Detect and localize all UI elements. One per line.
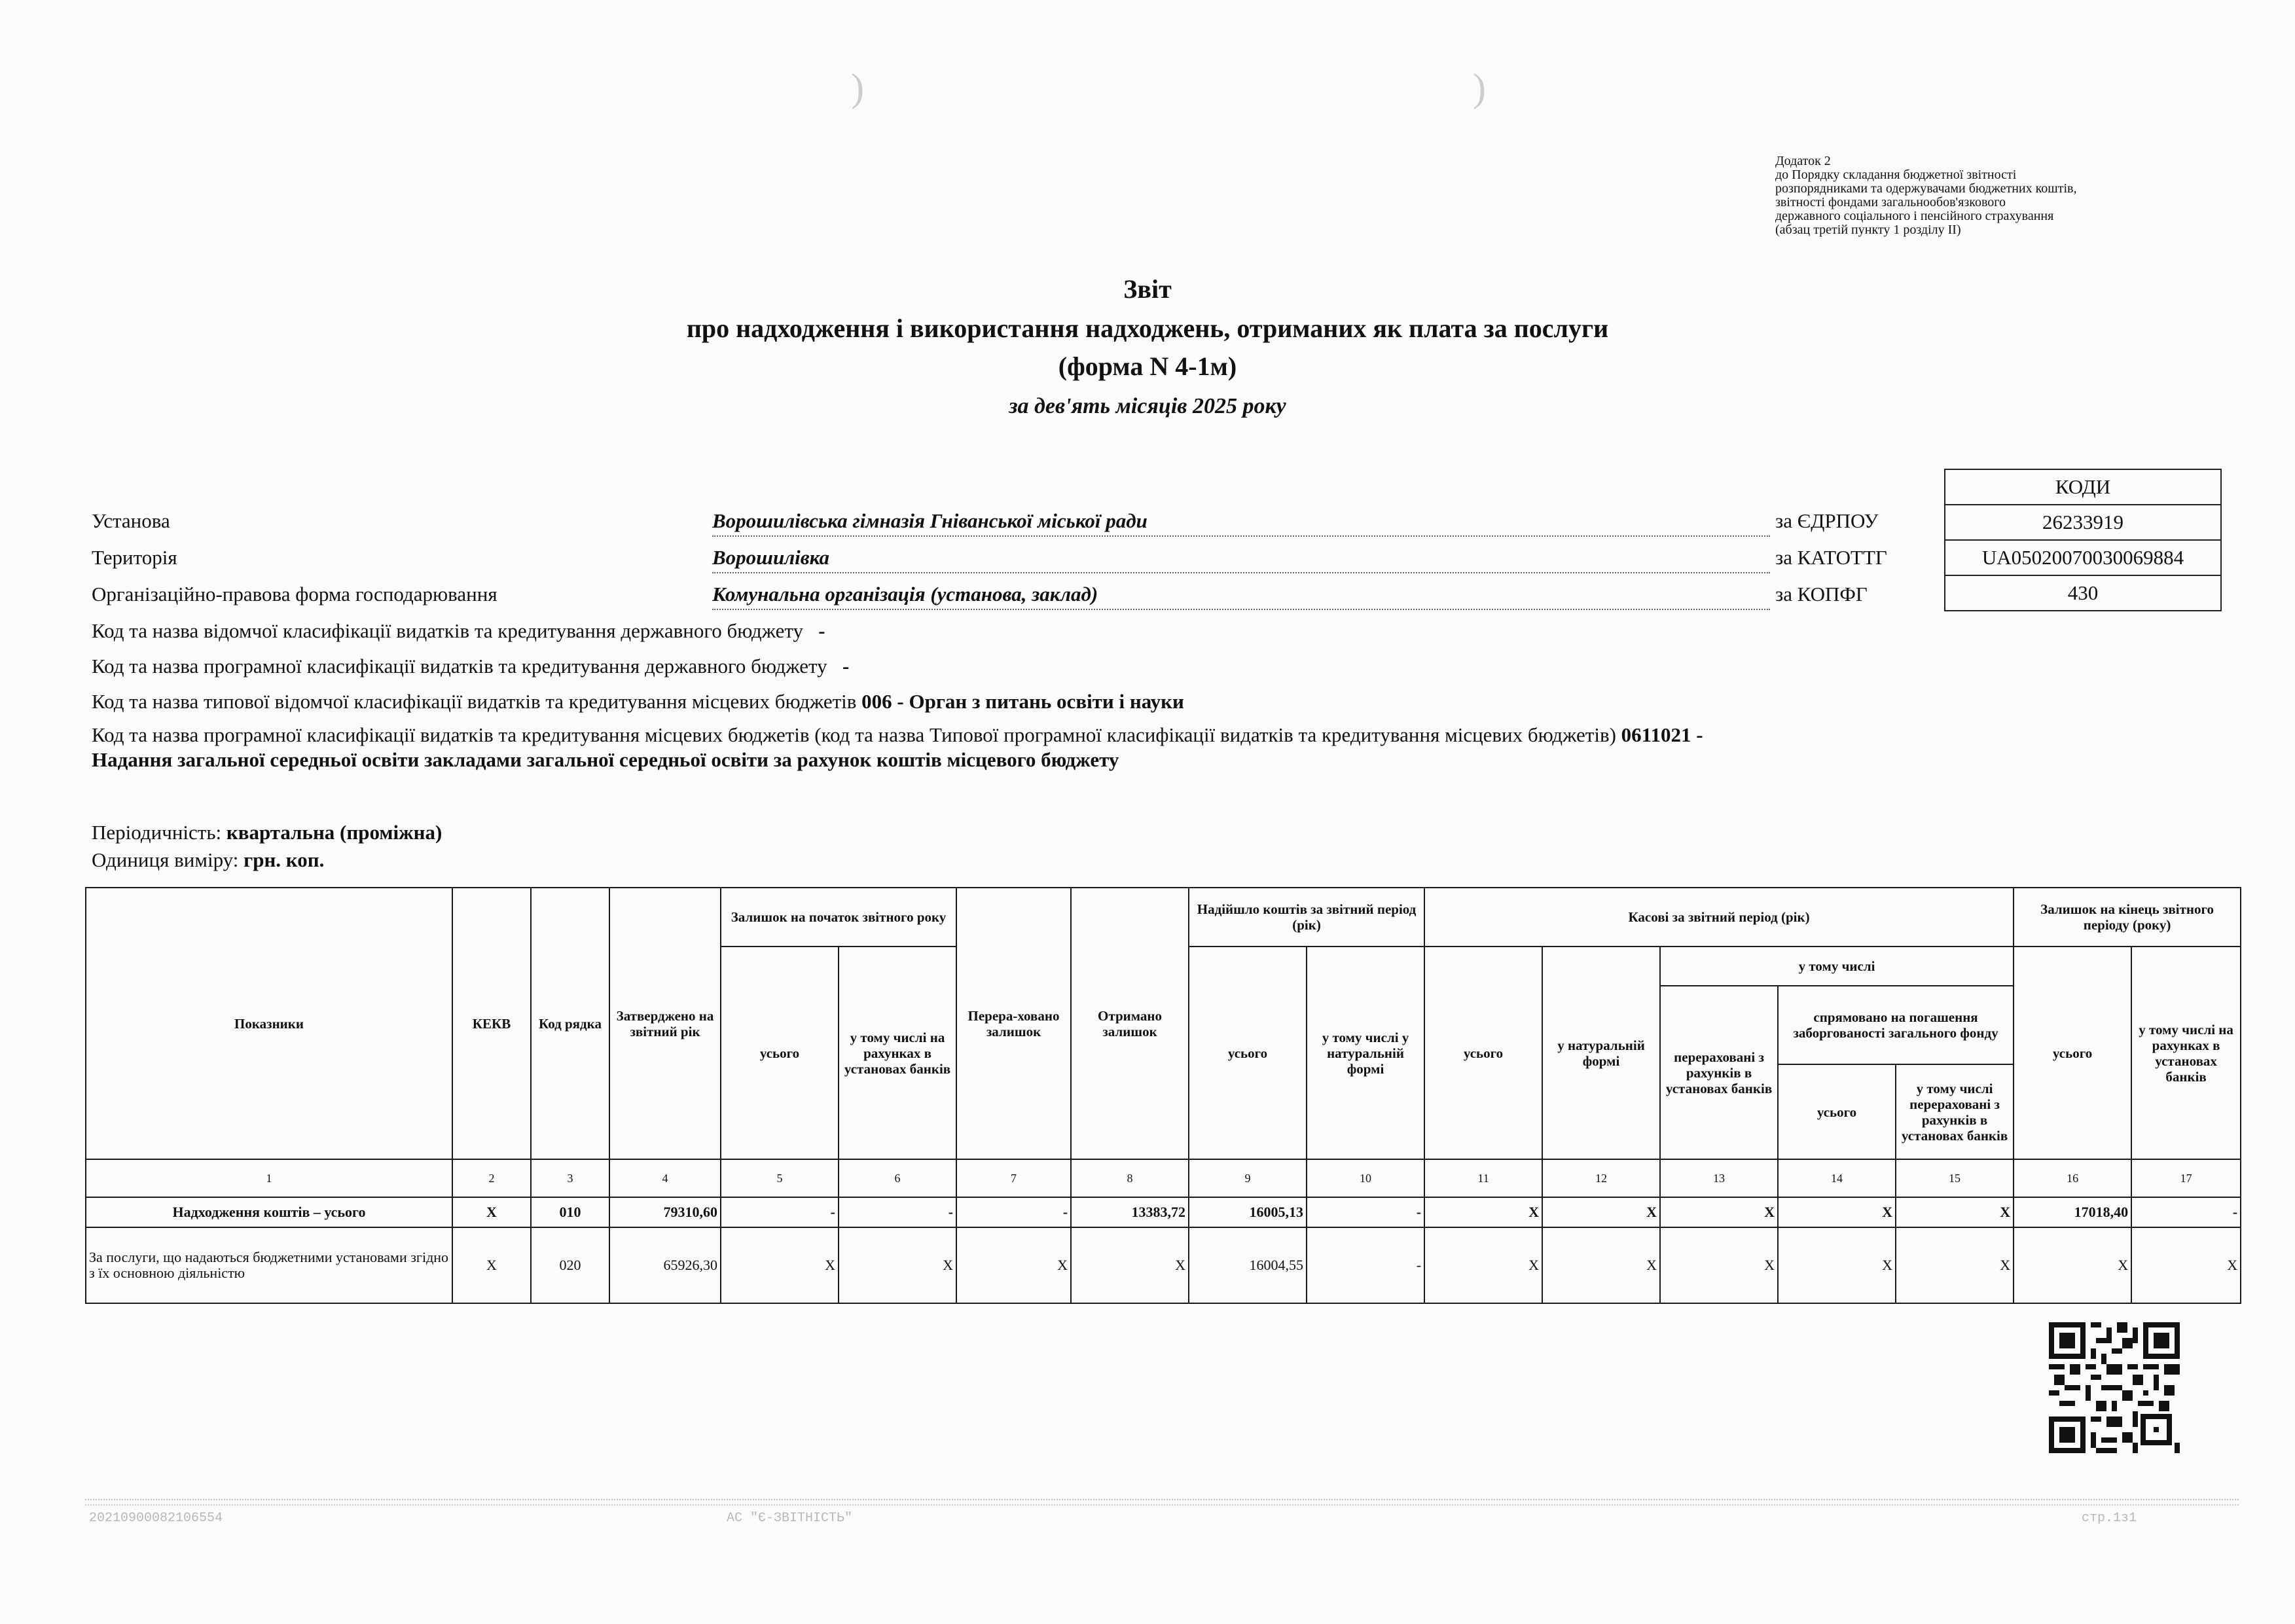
periodicity-label: Періодичність:	[92, 821, 222, 844]
annex-line: до Порядку складання бюджетної звітності	[1775, 168, 2017, 182]
report-form: (форма N 4-1м)	[1058, 352, 1237, 381]
edrpou-label: за ЄДРПОУ	[1775, 509, 1879, 532]
col-num: 7	[956, 1159, 1071, 1197]
col-num: 1	[86, 1159, 452, 1197]
row-indicator: За послуги, що надаються бюджетними установами згідно з їх основною діяльністю	[86, 1227, 452, 1303]
cell-transferred-from-bank: X	[1660, 1197, 1778, 1227]
th-balance-start: Залишок на початок звітного року	[721, 888, 956, 947]
th-received-balance: Отримано залишок	[1071, 888, 1189, 1159]
cell-received-total: 16005,13	[1189, 1197, 1307, 1227]
row-indicator: Надходження коштів – усього	[86, 1197, 452, 1227]
th-cash: Касові за звітний період (рік)	[1424, 888, 2014, 947]
cell-cash-in-kind: X	[1542, 1227, 1660, 1303]
kopfg-label: за КОПФГ	[1775, 583, 1868, 605]
periodicity-value: квартальна (проміжна)	[226, 821, 443, 844]
cell-received-balance: X	[1071, 1227, 1189, 1303]
th-balance-end: Залишок на кінець звітного періоду (року)	[2014, 888, 2241, 947]
th-balance-end-bank: у тому числі на рахунках в установах банків	[2131, 947, 2241, 1159]
annex-note	[1775, 154, 2233, 237]
org-form-value: Комунальна організація (установа, заклад)	[712, 583, 1770, 610]
cell-kekv: X	[452, 1197, 531, 1227]
cell-balance-end-bank: -	[2131, 1197, 2241, 1227]
code-kopfg: 430	[1945, 575, 2221, 611]
state-dept-value: -	[818, 619, 825, 642]
scan-mark: )	[1473, 66, 1486, 109]
institution-value: Ворошилівська гімназія Гніванської міської ради	[712, 509, 1770, 537]
col-num: 16	[2014, 1159, 2131, 1197]
cell-kekv: X	[452, 1227, 531, 1303]
col-num: 2	[452, 1159, 531, 1197]
scan-mark: )	[851, 66, 864, 109]
footer-page: стр.1з1	[2082, 1511, 2137, 1526]
col-num: 3	[531, 1159, 609, 1197]
code-katottg: UA05020070030069884	[1945, 540, 2221, 575]
th-cash-in-kind: у натуральній формі	[1542, 947, 1660, 1159]
col-num: 11	[1424, 1159, 1542, 1197]
th-kekv: КЕКВ	[452, 888, 531, 1159]
cell-cash-total: X	[1424, 1227, 1542, 1303]
th-transferred-balance: Перера-ховано залишок	[956, 888, 1071, 1159]
col-num: 15	[1896, 1159, 2014, 1197]
cell-debt-transferred-bank: X	[1896, 1197, 2014, 1227]
th-balance-start-total: усього	[721, 947, 839, 1159]
cell-balance-start-bank: -	[839, 1197, 956, 1227]
cell-received-in-kind: -	[1307, 1197, 1424, 1227]
cell-balance-end-total: 17018,40	[2014, 1197, 2131, 1227]
table-row-services	[86, 1227, 2241, 1303]
cell-transferred-balance: -	[956, 1197, 1071, 1227]
th-transferred-from-bank: перераховані з рахунків в установах банків	[1660, 986, 1778, 1159]
cell-debt-total: X	[1778, 1227, 1896, 1303]
annex-line: розпорядниками та одержувачами бюджетних коштів,	[1775, 181, 2077, 196]
cell-received-in-kind: -	[1307, 1227, 1424, 1303]
col-num: 14	[1778, 1159, 1896, 1197]
cell-balance-start-total: X	[721, 1227, 839, 1303]
cell-cash-in-kind: X	[1542, 1197, 1660, 1227]
cell-received-balance: 13383,72	[1071, 1197, 1189, 1227]
cell-balance-end-bank: X	[2131, 1227, 2241, 1303]
territory-value: Ворошилівка	[712, 546, 1770, 573]
th-received-funds: Надійшло коштів за звітний період (рік)	[1189, 888, 1424, 947]
cell-approved: 79310,60	[609, 1197, 721, 1227]
state-dept-label: Код та назва відомчої класифікації видатків та кредитування державного бюджету	[92, 619, 804, 642]
territory-label: Територія	[92, 546, 177, 569]
th-debt-repayment: спрямовано на погашення заборгованості загального фонду	[1778, 986, 2014, 1064]
th-approved: Затверджено на звітний рік	[609, 888, 721, 1159]
col-num: 6	[839, 1159, 956, 1197]
state-dept-classification	[92, 619, 825, 643]
local-prog-label: Код та назва програмної класифікації видатків та кредитування місцевих бюджетів (код та назва Типової програмної класифікації видатків та кредитування місцевих бюджетів)	[92, 723, 1616, 746]
local-dept-value: 006 - Орган з питань освіти і науки	[861, 690, 1184, 713]
cell-row-code: 020	[531, 1227, 609, 1303]
col-num: 10	[1307, 1159, 1424, 1197]
state-prog-label: Код та назва програмної класифікації видатків та кредитування державного бюджету	[92, 655, 827, 677]
local-prog-value: 0611021 - Надання загальної середньої освіти закладами загальної середньої освіти за рахунок коштів місцевого бюджету	[92, 723, 1703, 771]
cell-received-total: 16004,55	[1189, 1227, 1307, 1303]
state-prog-classification	[92, 655, 849, 678]
col-num: 12	[1542, 1159, 1660, 1197]
annex-line: Додаток 2	[1775, 154, 1831, 168]
th-balance-start-bank: у тому числі на рахунках в установах банків	[839, 947, 956, 1159]
col-num: 13	[1660, 1159, 1778, 1197]
annex-line: державного соціального і пенсійного страхування	[1775, 209, 2054, 223]
col-num: 17	[2131, 1159, 2241, 1197]
local-prog-classification	[92, 723, 1767, 772]
state-prog-value: -	[842, 655, 850, 677]
katottg-label: за КАТОТТГ	[1775, 546, 1887, 569]
org-form-label: Організаційно-правова форма господарювання	[92, 583, 497, 605]
cell-transferred-balance: X	[956, 1227, 1071, 1303]
annex-line: (абзац третій пункту 1 розділу II)	[1775, 223, 1961, 237]
th-cash-total: усього	[1424, 947, 1542, 1159]
th-debt-transferred-bank: у тому числі перераховані з рахунків в установах банків	[1896, 1064, 2014, 1159]
col-num: 8	[1071, 1159, 1189, 1197]
th-row-code: Код рядка	[531, 888, 609, 1159]
local-dept-classification	[92, 690, 1184, 713]
cell-balance-start-total: -	[721, 1197, 839, 1227]
code-edrpou: 26233919	[1945, 505, 2221, 540]
cell-cash-total: X	[1424, 1197, 1542, 1227]
footer-doc-id: 20210900082106554	[89, 1511, 223, 1526]
report-title: Звіт	[1123, 274, 1172, 304]
cell-debt-total: X	[1778, 1197, 1896, 1227]
unit-value: грн. коп.	[244, 848, 325, 871]
col-num: 9	[1189, 1159, 1307, 1197]
col-num: 5	[721, 1159, 839, 1197]
report-table	[85, 887, 2241, 1304]
th-balance-end-total: усього	[2014, 947, 2131, 1159]
th-received-in-kind: у тому числі у натуральній формі	[1307, 947, 1424, 1159]
annex-line: звітності фондами загальнообов'язкового	[1775, 195, 2006, 209]
codes-table	[1944, 469, 2222, 611]
periodicity	[92, 821, 442, 844]
unit	[92, 848, 324, 872]
cell-row-code: 010	[531, 1197, 609, 1227]
cell-transferred-from-bank: X	[1660, 1227, 1778, 1303]
cell-balance-end-total: X	[2014, 1227, 2131, 1303]
report-subtitle: про надходження і використання надходжень, отриманих як плата за послуги	[686, 314, 1609, 343]
th-indicators: Показники	[86, 888, 452, 1159]
col-num: 4	[609, 1159, 721, 1197]
th-cash-incl: у тому числі	[1660, 947, 2014, 986]
institution-label: Установа	[92, 509, 170, 532]
cell-balance-start-bank: X	[839, 1227, 956, 1303]
qr-code-icon	[2049, 1322, 2180, 1453]
report-period: за дев'ять місяців 2025 року	[1009, 394, 1286, 418]
cell-approved: 65926,30	[609, 1227, 721, 1303]
cell-debt-transferred-bank: X	[1896, 1227, 2014, 1303]
unit-label: Одиниця виміру:	[92, 848, 239, 871]
th-debt-total: усього	[1778, 1064, 1896, 1159]
footer-system: АС "Є-ЗВІТНІСТЬ"	[727, 1511, 853, 1526]
th-received-total: усього	[1189, 947, 1307, 1159]
column-numbers-row	[86, 1159, 2241, 1197]
local-dept-label: Код та назва типової відомчої класифікації видатків та кредитування місцевих бюджетів	[92, 690, 857, 713]
codes-header: КОДИ	[1945, 469, 2221, 505]
footer-divider	[85, 1499, 2239, 1506]
table-row-total	[86, 1197, 2241, 1227]
